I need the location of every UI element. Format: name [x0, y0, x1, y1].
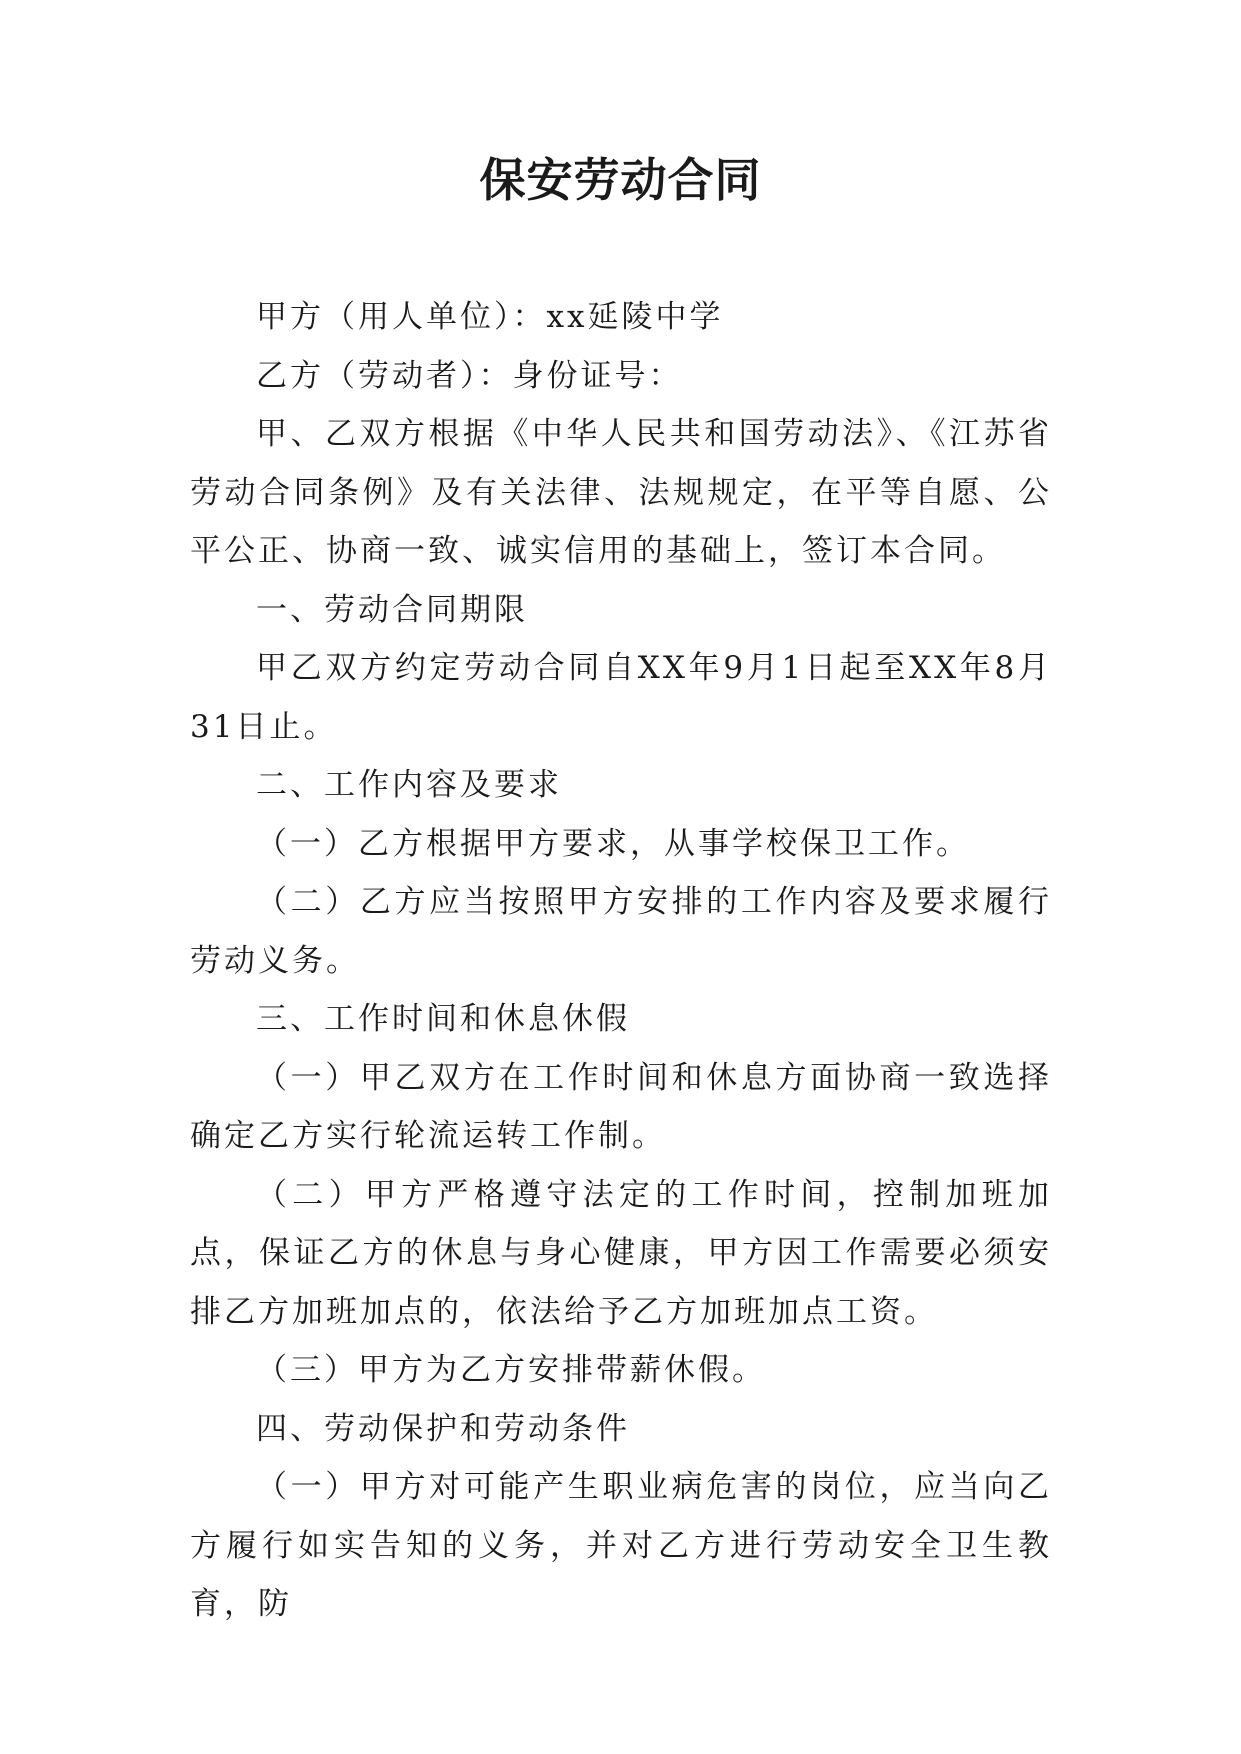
- protection-clause-1: （一）甲方对可能产生职业病危害的岗位，应当向乙方履行如实告知的义务，并对乙方进行劳动安全卫生教育，防: [190, 1469, 1052, 1622]
- contract-term-paragraph: 甲乙双方约定劳动合同自XX年9月1日起至XX年8月31日止。: [190, 650, 1052, 745]
- section-heading-2: 二、工作内容及要求: [256, 767, 562, 803]
- party-a-line: 甲方（用人单位）：xx延陵中学: [256, 299, 724, 335]
- preamble-paragraph: 甲、乙双方根据《中华人民共和国劳动法》、《江苏省劳动合同条例》及有关法律、法规规定，在平等自愿、公平公正、协商一致、诚实信用的基础上，签订本合同。: [190, 416, 1052, 569]
- section-heading-4: 四、劳动保护和劳动条件: [256, 1410, 630, 1447]
- section-heading-3: 三、工作时间和休息休假: [256, 1001, 630, 1037]
- document-title: 保安劳动合同: [479, 153, 762, 207]
- document-body: [190, 288, 1052, 1634]
- hours-clause-1: （一）甲乙双方在工作时间和休息方面协商一致选择确定乙方实行轮流运转工作制。: [190, 1059, 1052, 1154]
- section-heading-1: 一、劳动合同期限: [256, 591, 528, 628]
- hours-clause-2: （二）甲方严格遵守法定的工作时间，控制加班加点，保证乙方的休息与身心健康，甲方因工作需要必须安排乙方加班加点的，依法给予乙方加班加点工资。: [190, 1176, 1052, 1330]
- hours-clause-3: （三）甲方为乙方安排带薪休假。: [256, 1352, 766, 1388]
- party-b-line: 乙方（劳动者）：身份证号：: [256, 357, 683, 394]
- work-clause-2: （二）乙方应当按照甲方安排的工作内容及要求履行劳动义务。: [190, 884, 1052, 979]
- work-clause-1: （一）乙方根据甲方要求，从事学校保卫工作。: [256, 825, 970, 862]
